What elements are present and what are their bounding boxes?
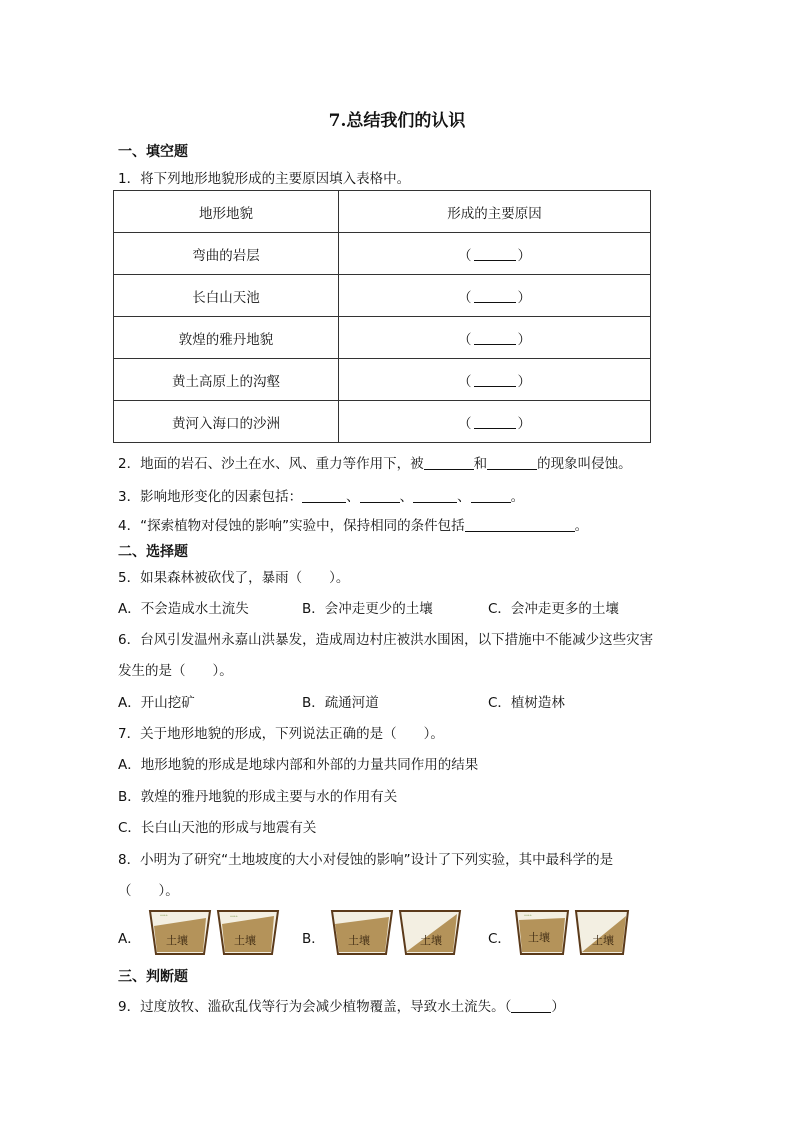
option-a[interactable]: A．不会造成水土流失 (118, 601, 249, 617)
table-header-cause: 形成的主要原因 (339, 191, 651, 233)
soil-label: 土壤 (592, 934, 614, 947)
answer-blank[interactable] (471, 488, 511, 503)
question-3: 3．影响地形变化的因素包括： 、 、 、 。 (118, 489, 525, 505)
table-cell-landform: 黄河入海口的沙洲 (114, 401, 339, 443)
table-cell-landform: 敦煌的雅丹地貌 (114, 317, 339, 359)
question-8-line-1: 8．小明为了研究“土地坡度的大小对侵蚀的影响”设计了下列实验，其中最科学的是 (118, 852, 614, 868)
question-6-line-1: 6．台风引发温州永嘉山洪暴发，造成周边村庄被洪水围困，以下措施中不能减少这些灾害 (118, 632, 654, 648)
section-judgement: 三、判断题 (118, 969, 188, 985)
page-title: 7.总结我们的认识 (328, 111, 466, 131)
table-cell-answer[interactable]: （ ） (339, 275, 651, 317)
table-row (114, 233, 651, 275)
question-9: 9．过度放牧、滥砍乱伐等行为会减少植物覆盖，导致水土流失。（ ） (118, 999, 565, 1015)
section-fill-blank: 一、填空题 (118, 144, 188, 160)
section-choice: 二、选择题 (118, 544, 188, 560)
table-row (114, 359, 651, 401)
soil-label: 土壤 (166, 934, 188, 947)
option-a-label[interactable]: A． (118, 931, 141, 947)
option-c[interactable]: C．长白山天池的形成与地震有关 (118, 820, 317, 836)
answer-blank[interactable] (360, 488, 400, 503)
bucket-pair-a (148, 908, 282, 958)
question-6-line-2: 发生的是（ ）。 (118, 663, 233, 679)
answer-blank[interactable] (413, 488, 457, 503)
soil-bucket-icon (516, 911, 568, 954)
option-c-label[interactable]: C． (488, 931, 511, 947)
option-c[interactable]: C．植树造林 (488, 695, 565, 711)
answer-blank[interactable] (465, 517, 575, 532)
option-c[interactable]: C．会冲走更多的土壤 (488, 601, 619, 617)
soil-bucket-icon (576, 911, 628, 954)
table-cell-landform: 弯曲的岩层 (114, 233, 339, 275)
table-header-row (114, 191, 651, 233)
answer-blank[interactable] (302, 488, 346, 503)
landform-table (113, 190, 651, 443)
soil-bucket-icon (218, 911, 278, 954)
option-b-label[interactable]: B． (302, 931, 325, 947)
answer-blank[interactable] (511, 998, 551, 1013)
answer-blank[interactable] (487, 455, 537, 470)
bucket-pair-c (514, 908, 632, 958)
question-7: 7．关于地形地貌的形成，下列说法正确的是（ ）。 (118, 726, 444, 742)
option-b[interactable]: B．疏通河道 (302, 695, 379, 711)
table-row (114, 275, 651, 317)
table-row (114, 401, 651, 443)
table-row (114, 317, 651, 359)
question-1: 1．将下列地形地貌形成的主要原因填入表格中。 (118, 171, 411, 187)
question-4: 4．“探索植物对侵蚀的影响”实验中，保持相同的条件包括 。 (118, 518, 589, 534)
option-b[interactable]: B．敦煌的雅丹地貌的形成主要与水的作用有关 (118, 789, 398, 805)
soil-label: 土壤 (528, 931, 550, 944)
table-header-landform: 地形地貌 (114, 191, 339, 233)
soil-label: 土壤 (420, 934, 442, 947)
table-cell-landform: 长白山天池 (114, 275, 339, 317)
table-cell-answer[interactable]: （ ） (339, 233, 651, 275)
question-5: 5．如果森林被砍伐了，暴雨（ ）。 (118, 570, 350, 586)
table-cell-answer[interactable]: （ ） (339, 317, 651, 359)
soil-bucket-icon (150, 911, 210, 954)
table-cell-answer[interactable]: （ ） (339, 359, 651, 401)
soil-bucket-icon (400, 911, 460, 954)
soil-label: 土壤 (234, 934, 256, 947)
answer-blank[interactable] (424, 455, 474, 470)
table-cell-landform: 黄土高原上的沟壑 (114, 359, 339, 401)
table-cell-answer[interactable]: （ ） (339, 401, 651, 443)
bucket-pair-b (330, 908, 464, 958)
option-a[interactable]: A．开山挖矿 (118, 695, 195, 711)
soil-bucket-icon (332, 911, 392, 954)
question-2: 2．地面的岩石、沙土在水、风、重力等作用下，被 和 的现象叫侵蚀。 (118, 456, 632, 472)
svg-text:ᐩᐩᐩᐩ: ᐩᐩᐩᐩ (524, 914, 532, 920)
svg-text:ᐩᐩᐩᐩ: ᐩᐩᐩᐩ (160, 914, 168, 920)
svg-text:ᐩᐩᐩᐩ: ᐩᐩᐩᐩ (230, 915, 238, 921)
question-8-line-2: （ ）。 (118, 883, 179, 899)
option-a[interactable]: A．地形地貌的形成是地球内部和外部的力量共同作用的结果 (118, 757, 479, 773)
option-b[interactable]: B．会冲走更少的土壤 (302, 601, 433, 617)
soil-label: 土壤 (348, 934, 370, 947)
